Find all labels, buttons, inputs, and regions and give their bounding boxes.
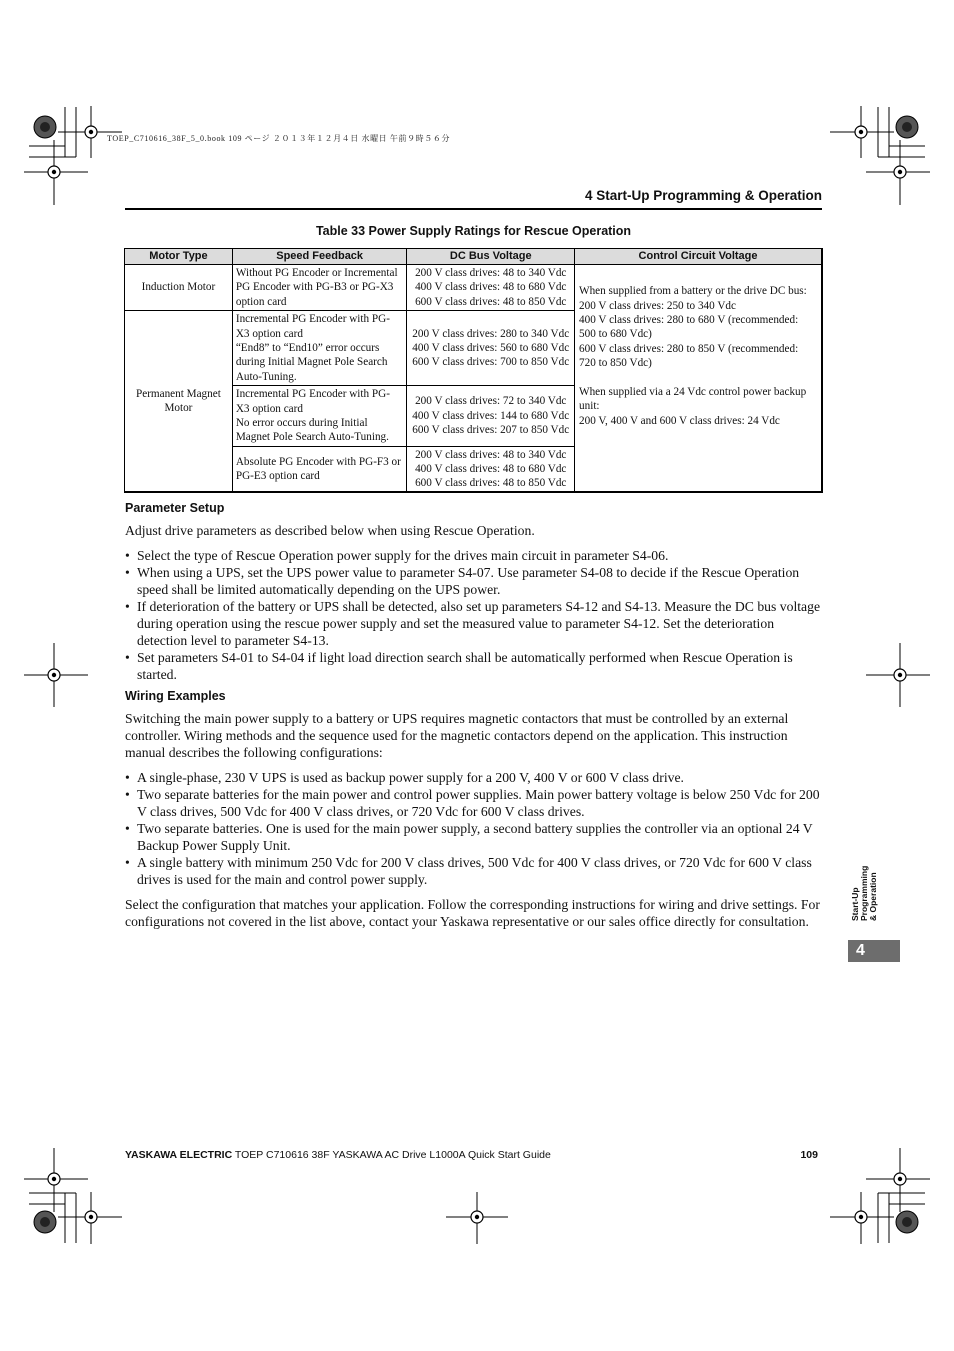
motor-type-cell: Induction Motor <box>125 265 233 311</box>
bullet-icon: • <box>125 565 130 580</box>
list-item <box>125 786 822 820</box>
list-item-text: If deterioration of the battery or UPS shall be detected, also set up parameters S4-12 and S4-13. Measure the DC bus voltage during operation using the rescue power supply and set the measured value to parameter S4-12. Set the deterioration detection level to parameter S4-13. <box>137 599 821 648</box>
side-tab-label-line: & Operation <box>868 872 878 921</box>
dc-bus-cell: 200 V class drives: 280 to 340 Vdc 400 V class drives: 560 to 680 Vdc 600 V class drives: 700 to 850 Vdc <box>407 311 575 386</box>
bullet-icon: • <box>125 770 130 785</box>
list-item-text: Two separate batteries for the main power and control power supplies. Main power battery voltage is below 250 Vdc for 200 V class drives, 500 Vdc for 400 V class drives, or 720 Vdc for 600 V class drives. <box>137 787 820 819</box>
table-header-row <box>125 249 823 265</box>
footer-brand: YASKAWA ELECTRIC <box>125 1149 233 1161</box>
header-rule <box>125 208 822 210</box>
bullet-icon: • <box>125 650 130 665</box>
side-tab-label-line: Start-Up Programming <box>850 865 869 921</box>
bullet-icon: • <box>125 548 130 563</box>
parameter-setup-intro: Adjust drive parameters as described below when using Rescue Operation. <box>125 523 535 538</box>
parameter-setup-heading: Parameter Setup <box>125 501 225 515</box>
page-number: 109 <box>800 1149 818 1161</box>
column-header: DC Bus Voltage <box>407 249 575 265</box>
bullet-icon: • <box>125 599 130 614</box>
footer-doc-title: TOEP C710616 38F YASKAWA AC Drive L1000A Quick Start Guide <box>232 1149 551 1161</box>
control-circuit-cell: When supplied from a battery or the drive DC bus: 200 V class drives: 250 to 340 Vdc 400 V class drives: 280 to 680 V (recommended: 500 to 680 Vdc) 600 V class drives: 280 to 850 V (recommended: 720 to 850 Vdc) When supplied via a 24 Vdc control power backup unit: 200 V, 400 V and 600 V class drives: 24 Vdc <box>575 265 822 493</box>
chapter-tab: 4 <box>848 940 900 962</box>
list-item <box>125 564 822 598</box>
bullet-icon: • <box>125 855 130 870</box>
speed-feedback-cell: Incremental PG Encoder with PG-X3 option card “End8” to “End10” error occurs during Initial Magnet Pole Search Auto-Tuning. <box>232 311 407 386</box>
wiring-examples-heading: Wiring Examples <box>125 689 226 703</box>
speed-feedback-cell: Absolute PG Encoder with PG-F3 or PG-E3 option card <box>232 446 407 492</box>
print-slug: TOEP_C710616_38F_5_0.book 109 ページ ２０１３年１２月４日 水曜日 午前９時５６分 <box>107 134 451 143</box>
bullet-icon: • <box>125 821 130 836</box>
dc-bus-cell: 200 V class drives: 48 to 340 Vdc 400 V class drives: 48 to 680 Vdc 600 V class drives: 48 to 850 Vdc <box>407 446 575 492</box>
footer-doc-info <box>125 1149 551 1161</box>
list-item <box>125 820 822 854</box>
list-item-text: Two separate batteries. One is used for the main power supply, a second battery supplies the controller via an optional 24 V Backup Power Supply Unit. <box>137 821 813 853</box>
wiring-examples-list <box>125 769 822 888</box>
column-header: Control Circuit Voltage <box>575 249 822 265</box>
column-header: Motor Type <box>125 249 233 265</box>
speed-feedback-cell: Without PG Encoder or Incremental PG Encoder with PG-B3 or PG-X3 option card <box>232 265 407 311</box>
side-tab-label <box>850 831 878 921</box>
bullet-icon: • <box>125 787 130 802</box>
list-item <box>125 854 822 888</box>
dc-bus-cell: 200 V class drives: 72 to 340 Vdc 400 V class drives: 144 to 680 Vdc 600 V class drives: 207 to 850 Vdc <box>407 386 575 447</box>
section-title: 4 Start-Up Programming & Operation <box>584 188 822 203</box>
list-item-text: Set parameters S4-01 to S4-04 if light load direction search shall be automatically performed when Rescue Operation is started. <box>137 650 793 682</box>
list-item <box>125 769 822 786</box>
list-item-text: Select the type of Rescue Operation power supply for the drives main circuit in parameter S4-06. <box>137 548 669 563</box>
list-item <box>125 547 822 564</box>
list-item <box>125 598 822 649</box>
list-item-text: A single battery with minimum 250 Vdc for 200 V class drives, 500 Vdc for 400 V class drives, or 720 Vdc for 600 V class drives is used for the main and control power supply. <box>137 855 812 887</box>
column-header: Speed Feedback <box>232 249 407 265</box>
list-item-text: A single-phase, 230 V UPS is used as backup power supply for a 200 V, 400 V or 600 V class drive. <box>137 770 684 785</box>
wiring-examples-intro: Switching the main power supply to a battery or UPS requires magnetic contactors that must be controlled by an external controller. Wiring methods and the sequence used for the magnetic contactors depend on the application. This instruction manual describes the following configurations: <box>125 711 789 760</box>
parameter-setup-list <box>125 547 822 683</box>
dc-bus-cell: 200 V class drives: 48 to 340 Vdc 400 V class drives: 48 to 680 Vdc 600 V class drives: 48 to 850 Vdc <box>407 265 575 311</box>
power-supply-ratings-table <box>124 248 823 493</box>
speed-feedback-cell: Incremental PG Encoder with PG-X3 option card No error occurs during Initial Magnet Pole Search Auto-Tuning. <box>232 386 407 447</box>
motor-type-cell: Permanent Magnet Motor <box>125 311 233 493</box>
table-row <box>125 265 823 311</box>
list-item-text: When using a UPS, set the UPS power value to parameter S4-07. Use parameter S4-08 to decide if the Rescue Operation speed shall be limited automatically depending on the UPS power. <box>137 565 800 597</box>
list-item <box>125 649 822 683</box>
wiring-examples-closing: Select the configuration that matches your application. Follow the corresponding instructions for wiring and drive settings. For configurations not covered in the list above, contact your Yaskawa representative or our sales office directly for consultation. <box>125 897 820 929</box>
table-caption: Table 33 Power Supply Ratings for Rescue Operation <box>315 224 632 238</box>
